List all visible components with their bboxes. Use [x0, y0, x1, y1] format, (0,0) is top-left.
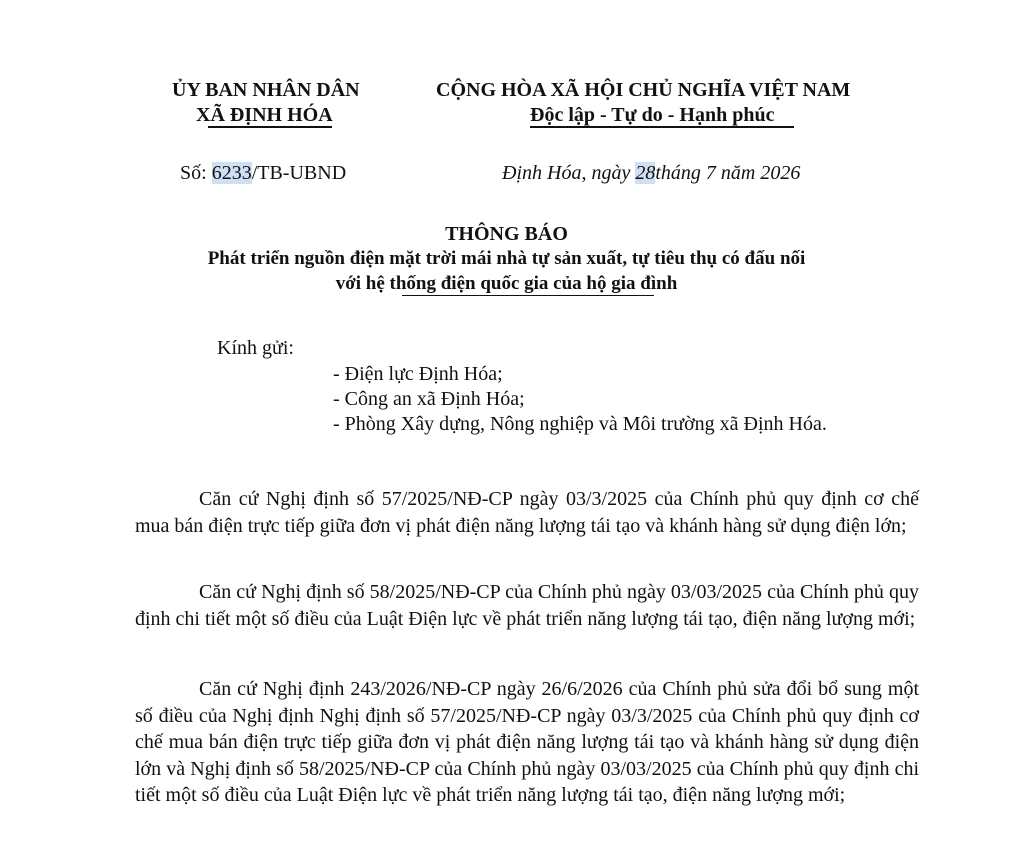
recipient-item: - Phòng Xây dựng, Nông nghiệp và Môi trường xã Định Hóa.: [333, 413, 827, 435]
recipient-item: - Công an xã Định Hóa;: [333, 388, 525, 410]
motto-underline: [530, 126, 794, 128]
document-number-value: 6233: [211, 162, 252, 184]
legal-basis-paragraph: Căn cứ Nghị định số 58/2025/NĐ-CP của Chính phủ ngày 03/03/2025 của Chính phủ quy định chi tiết một số điều của Luật Điện lực về phát triển năng lượng tái tạo, điện năng lượng mới;: [135, 581, 919, 630]
national-title: CỘNG HÒA XÃ HỘI CHỦ NGHĨA VIỆT NAM: [436, 79, 851, 101]
date-prefix: Định Hóa, ngày: [502, 162, 636, 184]
legal-basis-paragraph: Căn cứ Nghị định số 57/2025/NĐ-CP ngày 03/3/2025 của Chính phủ quy định cơ chế mua bán điện trực tiếp giữa đơn vị phát điện năng lượng tái tạo và khánh hàng sử dụng điện lớn;: [135, 488, 919, 537]
legal-basis-paragraph: Căn cứ Nghị định 243/2026/NĐ-CP ngày 26/6/2026 của Chính phủ sửa đổi bổ sung một số điều của Nghị định Nghị định số 57/2025/NĐ-CP ngày 03/3/2025 của Chính phủ quy định cơ chế mua bán điện trực tiếp giữa đơn vị phát điện năng lượng tái tạo và khánh hàng sử dụng điện lớn và Nghị định số 58/2025/NĐ-CP của Chính phủ ngày 03/03/2025 của Chính phủ quy định chi tiết một số điều của Luật Điện lực về phát triển năng lượng tái tạo, điện năng lượng mới;: [135, 678, 919, 806]
document-number-prefix: Số:: [180, 162, 212, 184]
title-underline: [402, 295, 654, 296]
authority-underline: [208, 126, 332, 128]
issuing-authority-line2: XÃ ĐỊNH HÓA: [196, 104, 333, 126]
document-number-suffix: /TB-UBND: [251, 162, 347, 184]
document-number: [180, 161, 346, 185]
national-motto: Độc lập - Tự do - Hạnh phúc: [530, 104, 775, 126]
document-subtitle-line2: với hệ thống điện quốc gia của hộ gia đình: [335, 273, 678, 294]
date-suffix: tháng 7 năm 2026: [655, 162, 801, 184]
document-title: THÔNG BÁO: [445, 223, 568, 245]
recipient-item: - Điện lực Định Hóa;: [333, 363, 503, 385]
date-day: 28: [635, 162, 656, 184]
recipients-label: Kính gửi:: [217, 337, 294, 359]
document-subtitle-line1: Phát triển nguồn điện mặt trời mái nhà tự sản xuất, tự tiêu thụ có đấu nối: [207, 248, 806, 269]
issuing-authority-line1: ỦY BAN NHÂN DÂN: [172, 79, 360, 101]
document-date: [502, 161, 800, 185]
